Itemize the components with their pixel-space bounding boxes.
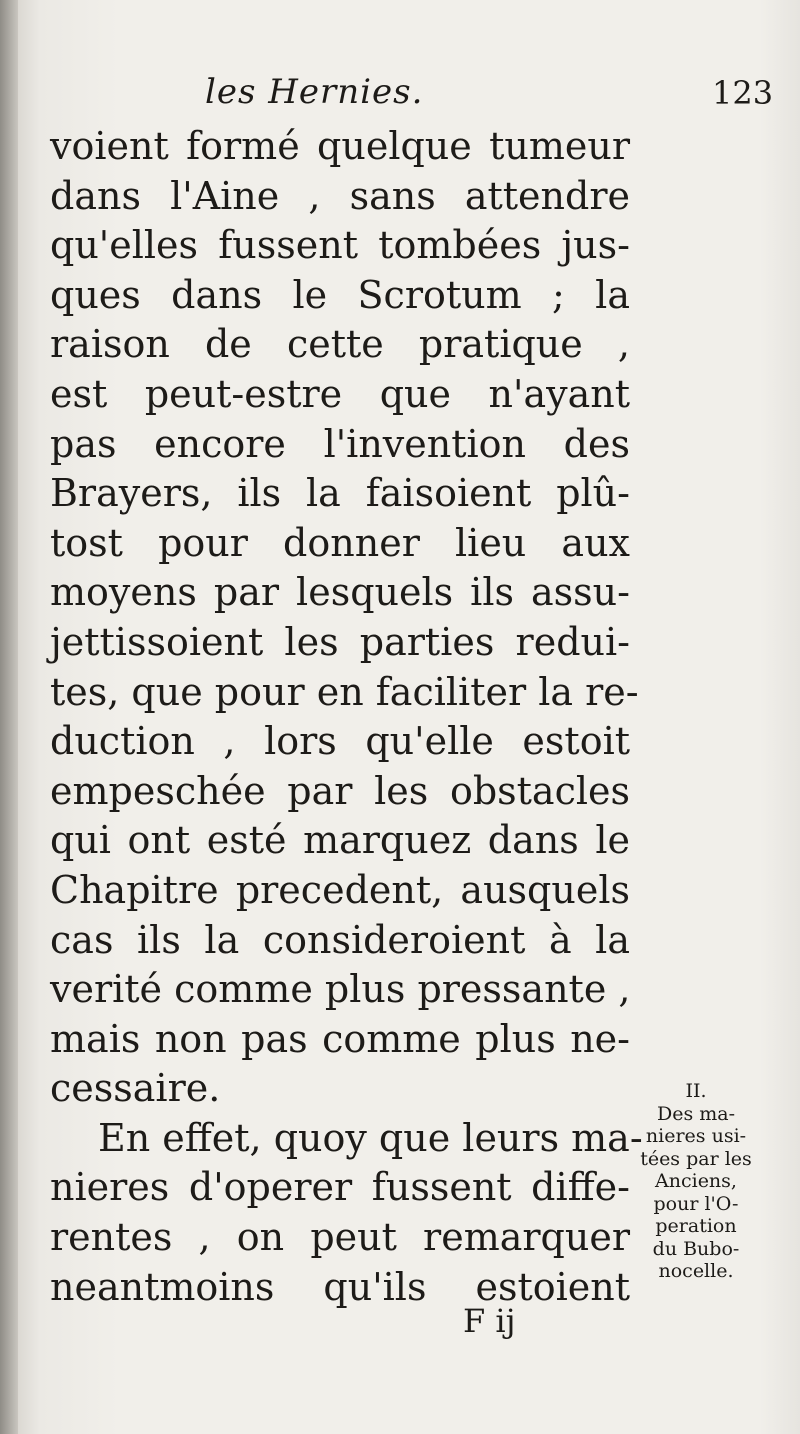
running-head: les Hernies. [205, 72, 424, 112]
margin-note-line: pour l'O- [653, 1192, 739, 1215]
margin-note-line: nocelle. [658, 1260, 734, 1282]
text-line: qu'elles fussent tombées jus- [50, 223, 630, 268]
signature-mark: F ij [463, 1302, 516, 1340]
text-line: En effet, quoy que leurs ma- [98, 1115, 643, 1160]
text-line: ques dans le Scrotum ; la [50, 272, 630, 317]
text-line: moyens par lesquels ils assu- [50, 570, 630, 615]
margin-note-line: peration [655, 1215, 737, 1237]
text-line: jettissoient les parties redui- [50, 619, 630, 664]
text-line: raison de cette pratique , [50, 322, 630, 367]
text-line: tost pour donner lieu aux [50, 520, 630, 565]
text-line: cessaire. [50, 1066, 221, 1111]
text-line: pas encore l'invention des [50, 421, 630, 466]
text-line: voient formé quelque tumeur [50, 124, 630, 168]
page-number: 123 [712, 74, 774, 112]
body-text [50, 122, 643, 1312]
text-line: neantmoins qu'ils estoient [50, 1264, 630, 1309]
text-line: qui ont esté marquez dans le [50, 818, 630, 863]
text-line: cas ils la consideroient à la [50, 917, 630, 962]
binding-gutter [0, 0, 18, 1434]
text-line: tes, que pour en faciliter la re- [50, 669, 639, 714]
margin-note [621, 1080, 771, 1283]
text-line: mais non pas comme plus ne- [50, 1016, 630, 1061]
text-line: dans l'Aine , sans attendre [50, 173, 630, 218]
text-line: est peut-estre que n'ayant [50, 371, 630, 416]
page-header [0, 70, 800, 118]
text-line: empeschée par les obstacles [50, 768, 630, 813]
margin-note-line: du Bubo- [652, 1237, 740, 1260]
margin-note-line: tées par les [640, 1147, 752, 1170]
text-line: verité comme plus pressante , [50, 967, 631, 1012]
text-line: duction , lors qu'elle estoit [50, 719, 630, 764]
text-line: Chapitre precedent, ausquels [50, 867, 630, 912]
text-line: nieres d'operer fussent diffe- [50, 1165, 630, 1210]
text-line: rentes , on peut remarquer [50, 1215, 630, 1260]
margin-note-line: Anciens, [655, 1170, 737, 1192]
margin-note-line: nieres usi- [645, 1125, 747, 1147]
text-line: Brayers, ils la faisoient plû- [50, 471, 630, 516]
margin-note-line: Des ma- [656, 1102, 736, 1125]
margin-note-line: II. [685, 1080, 707, 1102]
